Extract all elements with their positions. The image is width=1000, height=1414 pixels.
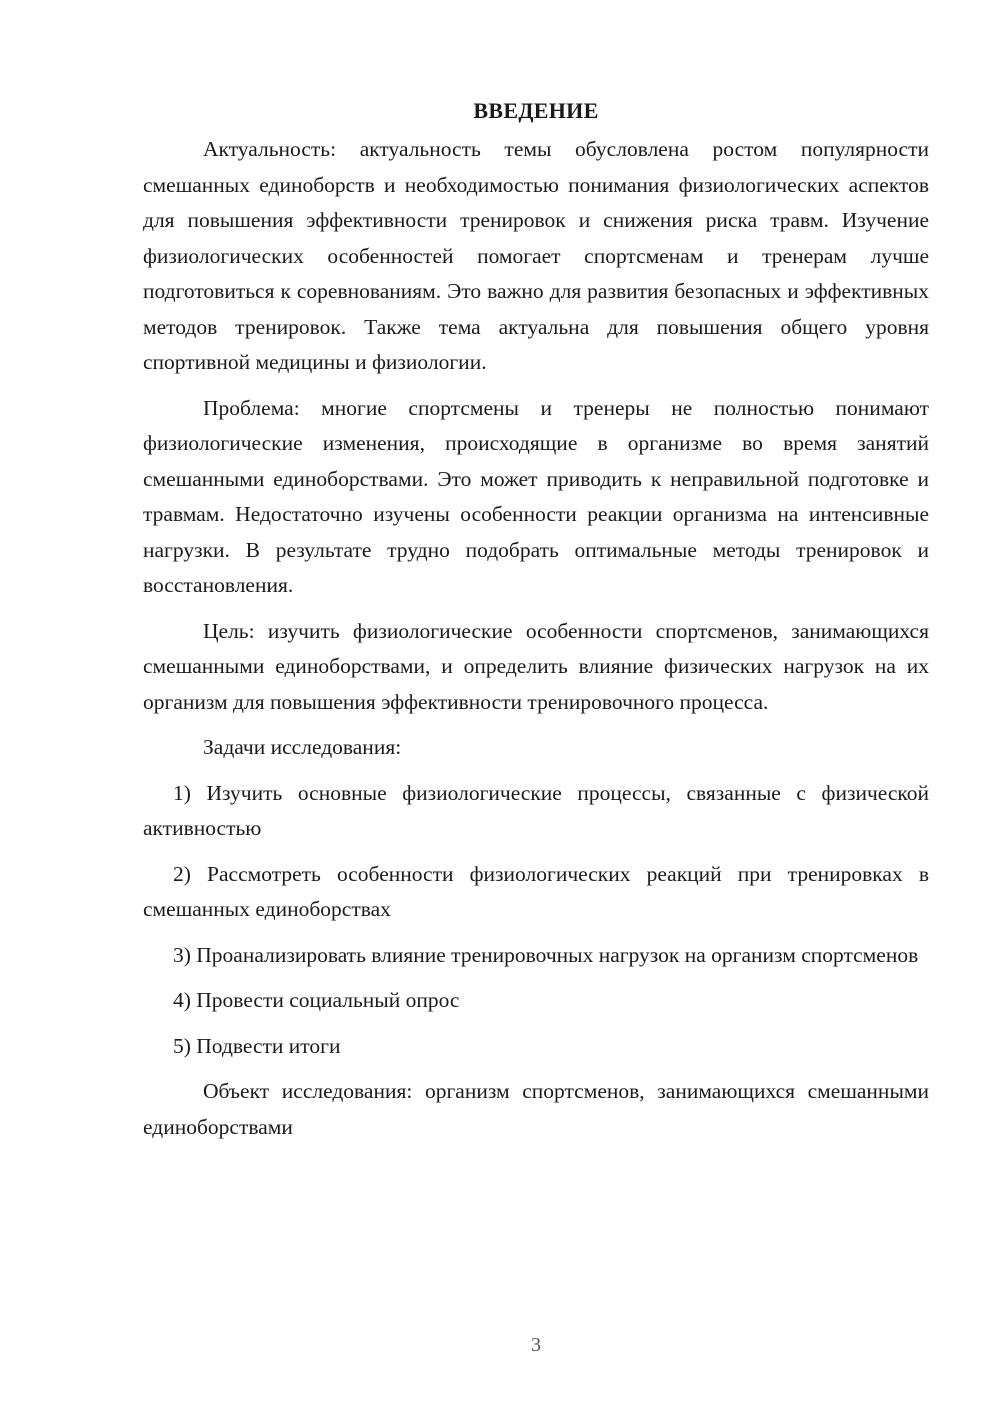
object-paragraph: Объект исследования: организм спортсменов, занимающихся смешанными единоборствами bbox=[143, 1079, 929, 1139]
task-item-2: 2) Рассмотреть особенности физиологических реакций при тренировках в смешанных единоборствах bbox=[143, 861, 929, 921]
page-content bbox=[143, 96, 929, 1155]
task-item-1: 1) Изучить основные физиологические процессы, связанные с физической активностью bbox=[143, 780, 929, 840]
page-number: 3 bbox=[531, 1334, 541, 1356]
tasks-heading: Задачи исследования: bbox=[203, 735, 402, 759]
section-title: ВВЕДЕНИЕ bbox=[473, 98, 599, 123]
goal-paragraph: Цель: изучить физиологические особенности спортсменов, занимающихся смешанными единоборствами, и определить влияние физических нагрузок на их организм для повышения эффективности тренировочного процесса. bbox=[143, 618, 929, 714]
task-item-4: 4) Провести социальный опрос bbox=[173, 988, 460, 1012]
tasks-list bbox=[143, 776, 929, 1065]
problem-paragraph: Проблема: многие спортсмены и тренеры не полностью понимают физиологические изменения, происходящие в организме во время занятий смешанными единоборствами. Это может приводить к неправильной подготовке и травмам. Недостаточно изучены особенности реакции организма на интенсивные нагрузки. В результате трудно подобрать оптимальные методы тренировок и восстановления. bbox=[143, 395, 929, 597]
task-item-5: 5) Подвести итоги bbox=[173, 1033, 341, 1058]
relevance-paragraph: Актуальность: актуальность темы обусловлена ростом популярности смешанных единоборств и необходимостью понимания физиологических аспектов для повышения эффективности тренировок и снижения риска травм. Изучение физиологических особенностей помогает спортсменам и тренерам лучше подготовиться к соревнованиям. Это важно для развития безопасных и эффективных методов тренировок. Также тема актуальна для повышения общего уровня спортивной медицины и физиологии. bbox=[143, 137, 929, 374]
task-item-3: 3) Проанализировать влияние тренировочных нагрузок на организм спортсменов bbox=[173, 942, 919, 967]
